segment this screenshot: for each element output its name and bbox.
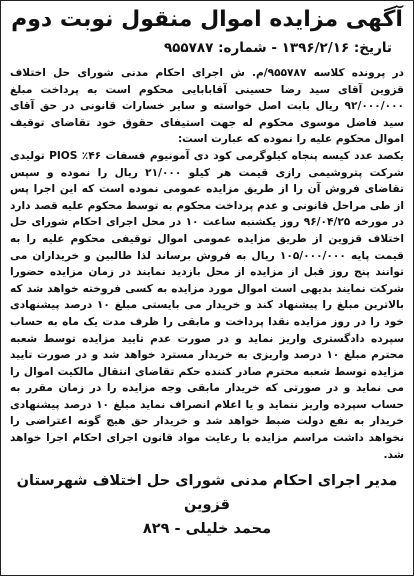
notice-paragraph-auction-terms: یکصد عدد کیسه پنجاه کیلوگرمی کود دی آمونیوم فسفات ۴۶٪ PIOS تولیدی شرکت پتروشیمی رازی قیمت هر کیلو ۲۱/۰۰۰ ریال را نموده و سپس تقاضای فروش آن را از طریق مزایده عمومی نموده است که این اجرا پس از طی مراحل قانونی و عدم پرداخت محکوم به توسط محکوم علیه قصد دارد در مورخه ۹۶/۰۴/۲۵ روز یکشنبه ساعت ۱۰ در محل اجرای احکام شورای حل اختلاف قزوین از طریق مزایده عمومی اموال توقیفی محکوم علیه را به قیمت پایه ۱۰۵/۰۰۰/۰۰۰ ریال به فروش برساند لذا طالبین و خریداران می توانند پنج روز قبل از مزایده از محل بازدید نمایند در زمان مزایده حضورا شرکت نمایند بدیهی است اموال مورد مزایده به کسی فروخته خواهد شد که بالاترین مبلغ را پیشنهاد کند و خریدار می بایستی مبلغ ۱۰ درصد پیشنهادی خود را در روز مزایده نقدا پرداخت و مابقی را ظرف مدت یک ماه به حساب سپرده دادگستری واریز نماید و در صورت عدم تایید مزایده توسط شعبه محترم مبلغ ۱۰ درصد واریزی به خریدار مسترد خواهد شد و در صورت تایید مزایده توسط شعبه محترم صادر کننده حکم تقاضای انتقال مالکیت اموال را می نماید و در صورتی که خریدار مابقی وجه مزایده را در زمان مقرر به حساب سپرده واریز ننماید و یا اعلام انصراف نماید مبلغ ۱۰ درصد پیشنهادی خریدار به نفع دولت ضبط خواهد شد و خریدار حق هیچ گونه اعتراضی را نخواهد داشت مراسم مزایده با رعایت مواد قانون اجرای احکام اجرا خواهد شد. — [10, 149, 404, 461]
notice-date-number: تاریخ: ۱۳۹۶/۲/۱۶ - شماره: ۹۵۵۷۸۷ — [163, 40, 392, 56]
notice-body — [10, 65, 404, 463]
notice-paragraph-case: در پرونده کلاسه ۹۵۵۷۸۷/م. ش اجرای احکام مدنی شورای حل اختلاف قزوین آقای سید رضا حسینی آقابابایی محکوم است به پرداخت مبلغ ۹۲/۰۰۰/۰۰۰ ریال بابت اصل خواسته و سایر خسارات قانونی در حق آقای سید فاضل موسوی محکوم له جهت استیفای حقوق خود تقاضای توقیف اموال محکوم علیه را نموده که عبارت است: — [10, 67, 404, 146]
notice-signature — [10, 469, 404, 541]
signature-name: محمد خلیلی - ۸۲۹ — [142, 521, 272, 538]
notice-title: آگهی مزایده اموال منقول نوبت دوم — [11, 7, 403, 32]
signature-title: مدیر اجرای احکام مدنی شورای حل اختلاف شهرستان قزوین — [16, 473, 398, 514]
